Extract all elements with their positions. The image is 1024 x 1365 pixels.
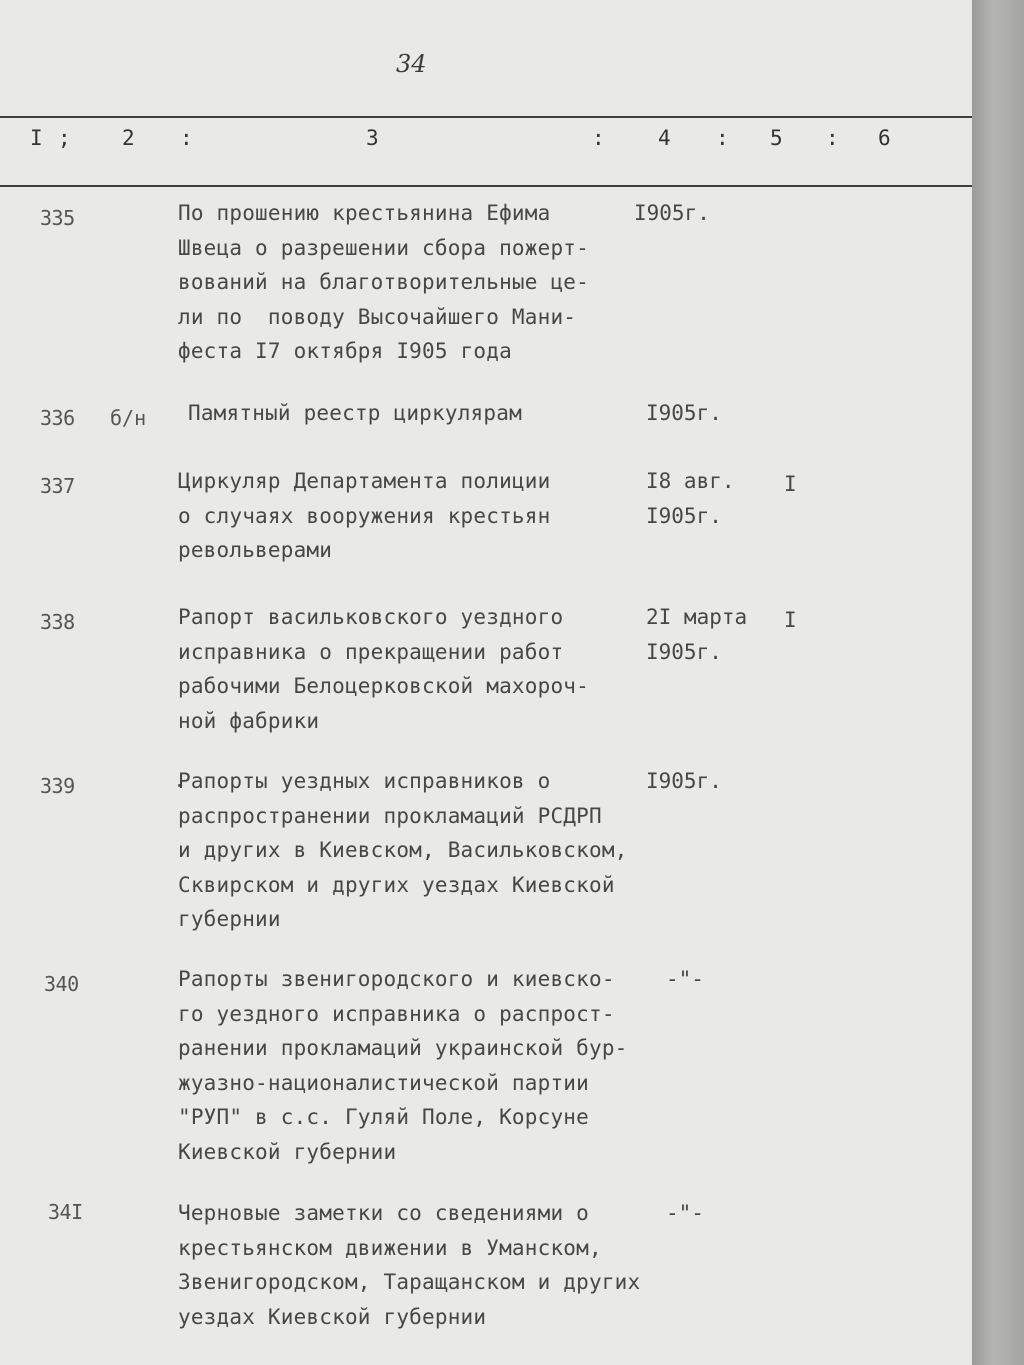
record-title: Черновые заметки со сведениями о крестьянском движении в Уманском, Звенигородском, Таращанском и других уездах Киевской губернии [178, 1201, 641, 1329]
record-title: Рапорты уездных исправников о распространении прокламаций РСДРП и других в Киевском, Васильковском, Сквирском и других уездах Киевской губернии [178, 769, 628, 931]
record-number: 336 [40, 406, 75, 430]
header-col-4: 4 [658, 126, 671, 150]
record-title: Циркуляр Департамента полиции о случаях вооружения крестьян револьверами [178, 469, 551, 562]
header-separator: : [716, 126, 729, 150]
record-number: 339 [40, 774, 75, 798]
record-date: -"- [666, 967, 704, 991]
record-reference: б/н [110, 406, 147, 430]
record-title: Рапорты звенигородского и киевско- го уездного исправника о распрост- ранении прокламаций украинской бур- жуазно-националистической партии "РУП" в с.с. Гуляй Поле, Корсуне Киевской губернии [178, 967, 628, 1164]
page-edge-background [972, 0, 1024, 1365]
record-sheets: I [784, 608, 797, 632]
record-date: I8 авг. I905г. [646, 469, 735, 528]
record-number: 335 [40, 206, 75, 230]
record-date: -"- [666, 1201, 704, 1225]
header-separator: ; [58, 126, 71, 150]
record-number: 34I [48, 1200, 83, 1224]
page-number: 34 [396, 50, 427, 78]
record-date: I905г. [646, 401, 722, 425]
record-date: I905г. [646, 769, 722, 793]
record-number: 340 [44, 972, 79, 996]
record-title: Рапорт васильковского уездного исправника о прекращении работ рабочими Белоцерковской махороч- ной фабрики [178, 605, 589, 733]
record-sheets: I [784, 472, 797, 496]
header-separator: : [592, 126, 605, 150]
header-top-rule [0, 116, 972, 118]
header-col-2: 2 [122, 126, 135, 150]
header-col-6: 6 [878, 126, 891, 150]
header-col-5: 5 [770, 126, 783, 150]
record-number: 337 [40, 474, 75, 498]
header-separator: : [180, 126, 193, 150]
header-bottom-rule [0, 185, 972, 187]
record-date: I905г. [634, 201, 710, 225]
record-number: 338 [40, 610, 75, 634]
record-title: По прошению крестьянина Ефима Швеца о разрешении сбора пожерт- вований на благотворительные це- ли по поводу Высочайшего Мани- феста I7 октября I905 года [178, 201, 589, 363]
record-date: 2I марта I905г. [646, 605, 748, 664]
header-col-3: 3 [366, 126, 379, 150]
record-title: Памятный реестр циркулярам [188, 401, 522, 425]
header-col-1: I [30, 126, 43, 150]
header-separator: : [826, 126, 839, 150]
